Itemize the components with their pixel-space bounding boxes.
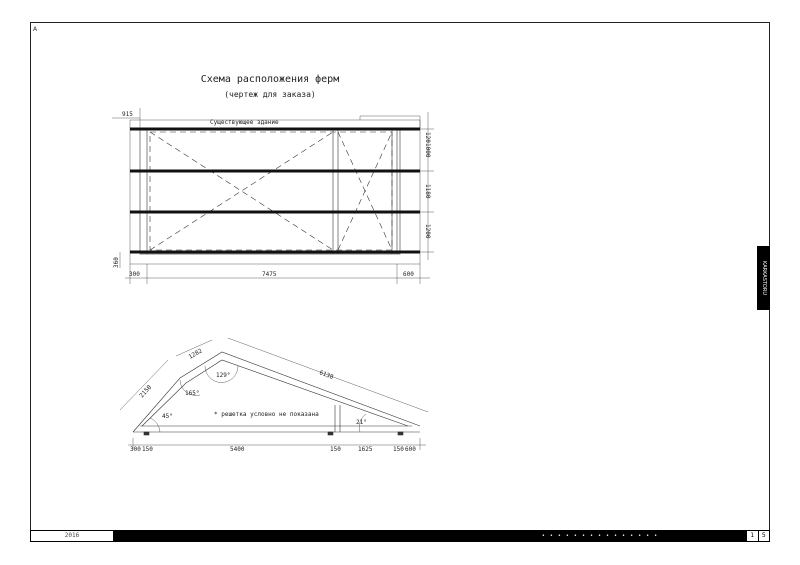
truss-elevation [120,338,428,450]
dim-spacing-2: 1000 [424,143,431,158]
dim-top-short: 1282 [187,347,204,361]
truss-labels [130,347,416,453]
dim-right-overhang: 600 [403,271,414,278]
base-dim-150c: 150 [393,446,404,453]
base-dim-150a: 150 [142,446,153,453]
stamp-text: • • • • • • • • • • • • • • • • • • • • • • [541,533,659,549]
truss-top-outline [133,352,420,432]
drawing-subtitle: (чертеж для заказа) [224,90,316,99]
existing-building-label: Существующее здание [210,119,279,126]
base-dim-600: 600 [405,446,416,453]
plan-bracing [150,132,392,250]
plan-bracket [360,116,420,128]
angle-top: 129° [216,372,231,379]
year-cell: 2016 [31,531,113,541]
plan-view [112,108,434,284]
dim-length: 7475 [262,271,277,278]
angle-right: 21° [356,419,367,426]
dim-spacing-1: 120 [424,132,431,143]
drawing-title: Схема расположения ферм [200,74,340,85]
angle-arc-left [150,418,160,432]
truss-note: * решетка условно не показана [214,411,319,418]
page-cell-b: 5 [758,531,770,541]
base-dim-300: 300 [130,446,141,453]
base-dim-1625: 1625 [358,446,373,453]
dim-spacing-3: 1180 [424,184,431,199]
base-dim-150b: 150 [330,446,341,453]
dim-left-overhang: 300 [129,271,140,278]
side-tab-label: KARKASTORU [760,261,767,295]
plan-trusses [130,129,420,252]
base-dim-5400: 5400 [230,446,245,453]
dim-spacing-4: 1200 [424,224,431,239]
plan-outline [140,128,400,254]
corner-mark: А [33,26,38,33]
angle-knee: 165° [185,390,200,397]
truss-support [398,432,403,435]
angle-left: 45° [162,413,173,420]
plan-outer-outline [130,120,420,264]
page-number-cells [746,531,769,541]
plan-dimension-lines [112,108,434,284]
page-cell-a: 1 [746,531,758,541]
truss-support [144,432,149,435]
dim-right-slope: 6138 [318,369,335,381]
dim-bottom-offset: 360 [113,257,120,268]
side-tab [757,246,770,310]
plan-dashed-rect [150,132,392,250]
dim-offset-top: 915 [122,111,133,118]
dim-left-slope: 2150 [138,383,154,400]
truss-support [328,432,333,435]
